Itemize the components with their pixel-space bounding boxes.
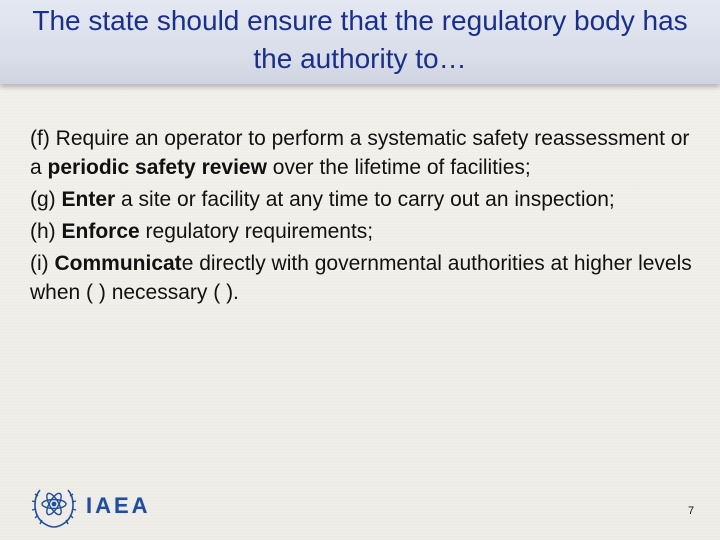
paragraph-i [30, 249, 700, 307]
paragraph-g [30, 185, 700, 214]
paragraph-f-text: (f) Require an operator to perform a systematic safety reassessment or a [30, 127, 690, 179]
paragraph-i-bold: Communicat [54, 252, 182, 275]
paragraph-h-text: (h) [30, 220, 62, 243]
paragraph-f [30, 124, 700, 182]
slide-title: The state should ensure that the regulatory body has the authority to… [32, 5, 688, 74]
paragraph-i-text-end: e directly with governmental authorities at higher levels when ( ) necessary ( ). [30, 252, 692, 304]
paragraph-f-text-end: over the lifetime of facilities; [266, 156, 531, 179]
page-number: 7 [688, 505, 695, 517]
title-bar [0, 0, 720, 84]
paragraph-i-text: (i) [30, 252, 55, 275]
iaea-logo [30, 482, 151, 530]
paragraph-g-text: (g) [30, 188, 62, 211]
paragraph-g-text-end: a site or facility at any time to carry out an inspection; [115, 188, 615, 211]
iaea-emblem-icon [30, 482, 78, 530]
iaea-logo-text: IAEA [86, 493, 151, 518]
paragraph-h-text-end: regulatory requirements; [139, 220, 374, 243]
paragraph-f-bold: periodic safety review [47, 156, 267, 179]
paragraph-g-bold: Enter [61, 188, 116, 211]
paragraph-h [30, 217, 700, 246]
slide-body [30, 124, 700, 310]
paragraph-h-bold: Enforce [61, 220, 140, 243]
